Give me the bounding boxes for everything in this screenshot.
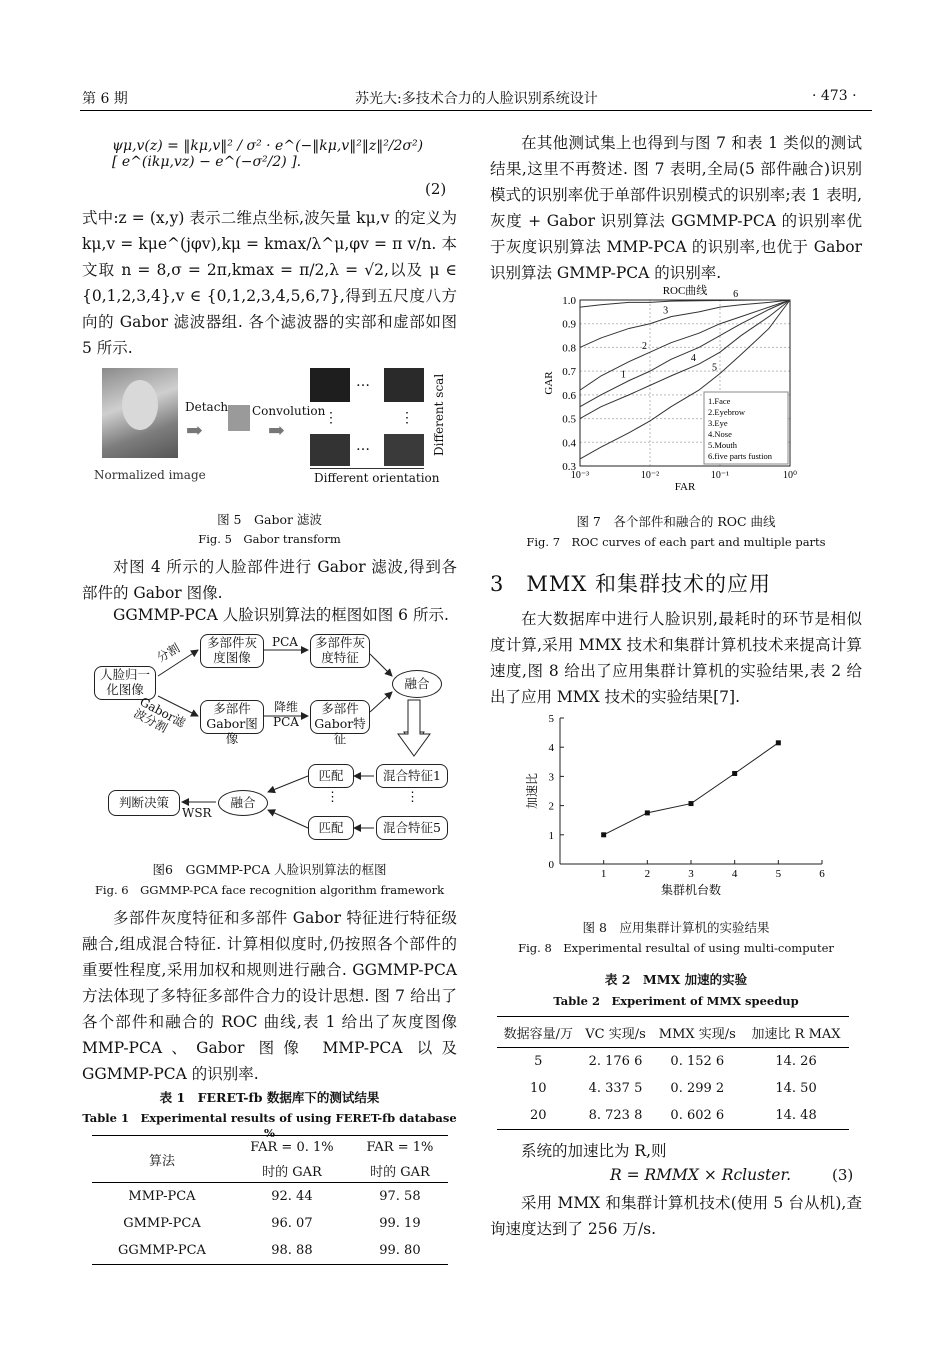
table-1 [92,1135,448,1265]
vertical-ellipsis-icon: ⋮ [326,790,339,805]
table-1-caption-cn: 表 1 FERET-fb 数据库下的测试结果 [159,1090,380,1105]
scale-label: Different scal [432,373,446,456]
fusion-node: 融合 [392,670,442,698]
table-cell: 14. 26 [775,1054,817,1069]
vertical-ellipsis-icon: ⋮ [400,410,414,426]
face-part-image [228,405,250,431]
orientation-label: Different orientation [314,471,440,485]
figure-7-caption-cn: 图 7 各个部件和融合的 ROC 曲线 [576,514,776,529]
table-1-header-c1b: 时的 GAR [232,1158,352,1183]
paragraph-query-speed: 采用 MMX 和集群计算机技术(使用 5 台从机),查询速度达到了 256 万/s. [490,1194,862,1238]
table-cell: 4. 337 5 [588,1081,643,1096]
roc-series-label: 1 [620,369,626,381]
wsr-label: WSR [182,806,212,820]
gray-image-box: 多部件灰度图像 [200,634,264,668]
formula-3-number: (3) [832,1166,854,1184]
roc-ytick-label: 0.6 [562,389,576,402]
table-cell: GGMMP-PCA [118,1243,206,1258]
table-row [497,1102,849,1130]
roc-chart-svg [540,282,830,494]
mixed-feature-5-box: 混合特征5 [376,816,448,840]
roc-ylabel: GAR [543,371,555,395]
table-cell: 2. 176 6 [588,1054,643,1069]
gabor-response-image [310,434,350,466]
roc-ytick-label: 0.4 [562,437,576,450]
figure-5-caption-cn: 图 5 Gabor 滤波 [217,512,322,527]
roc-ytick-label: 0.3 [562,461,576,473]
normalized-face-image [102,368,178,458]
roc-title: ROC曲线 [662,285,708,297]
speedup-point [601,832,606,837]
speedup-point [776,740,781,745]
mixed-feature-1-box: 混合特征1 [376,764,448,788]
figure-8-speedup-chart [524,712,834,908]
table-cell: 10 [529,1081,547,1096]
paragraph-speedup-definition: 系统的加速比为 R,则 [521,1142,667,1160]
table-cell: 0. 299 2 [670,1081,725,1096]
header-rule [80,110,872,111]
table-cell: 14. 48 [775,1108,817,1123]
figure-5-caption-en: Fig. 5 Gabor transform [198,532,341,546]
table-row [92,1237,448,1265]
table-cell: 97. 58 [379,1189,421,1204]
speedup-ytick-label: 3 [548,771,554,784]
roc-ytick-label: 0.5 [562,413,576,426]
table-cell: 5 [534,1054,543,1069]
vertical-ellipsis-icon: ⋮ [324,410,338,426]
table-cell: 99. 80 [379,1243,421,1258]
figure-8-caption-en: Fig. 8 Experimental resultal of using multi-computer [518,941,834,955]
formula-2-number: (2) [425,180,447,198]
speedup-xlabel: 集群机台数 [660,883,722,897]
speedup-xtick-label: 2 [644,868,651,880]
pca-label: PCA [272,635,298,649]
table-1-header-c1a: FAR = 0. 1% [250,1139,334,1155]
roc-series-label: 5 [712,362,717,374]
figure-8-caption-cn: 图 8 应用集群计算机的实验结果 [582,920,770,935]
section-3-heading: 3 MMX 和集群技术的应用 [490,572,771,596]
page-number: · 473 · [812,88,857,104]
table-2-header: MMX 实现/s [658,1026,736,1042]
table-cell: 98. 88 [271,1243,313,1258]
roc-series-label: 6 [733,289,739,301]
table-cell: MMP-PCA [128,1189,196,1204]
table-cell: 96. 07 [271,1216,313,1231]
table-2-header: 数据容量/万 [503,1026,573,1042]
roc-series-label: 4 [690,353,696,365]
gray-feature-box: 多部件灰度特征 [310,634,370,668]
paragraph-mmx-cluster: 在大数据库中进行人脸识别,最耗时的环节是相似度计算,采用 MMX 技术和集群计算机技术来提高计算速度,图 8 给出了应用集群计算机的实验结果,表 2 给出了应用 MMX 技术的实验结果[7]. [490,610,862,706]
match-box-5: 匹配 [308,816,354,840]
roc-legend-entry: 4.Nose [708,429,732,439]
table-2 [497,1016,849,1130]
normalized-image-label: Normalized image [94,468,206,482]
arrow-right-icon: ➡ [186,418,203,442]
table-cell: 0. 602 6 [670,1108,725,1123]
figure-7-caption-en: Fig. 7 ROC curves of each part and multiple parts [526,535,826,549]
roc-legend-entry: 3.Eye [708,418,728,428]
reduce-pca-label: 降维PCA [273,700,299,729]
table-cell: 0. 152 6 [670,1054,725,1069]
roc-ytick-label: 1.0 [562,295,576,307]
table-row [497,1048,849,1076]
table-1-header-c2a: FAR = 1% [366,1139,434,1155]
roc-series-label: 2 [642,341,647,353]
roc-series-line [580,300,790,390]
table-cell: 20 [529,1108,547,1123]
paragraph-gabor-parts: 对图 4 所示的人脸部件进行 Gabor 滤波,得到各部件的 Gabor 图像. [82,558,457,602]
table-1-header-c2b: 时的 GAR [352,1158,448,1183]
paragraph-feature-fusion: 多部件灰度特征和多部件 Gabor 特征进行特征级融合,组成混合特征. 计算相似度时,仍按照各个部件的重要性程度,采用加权和规则进行融合. GGMMP-PCA 方法体现了多特征多部件合力的设计思想. 图 7 给出了各个部件和融合的 ROC 曲线,表 1 给出了灰度图像 MMP-PCA、Gabor 图像 MMP-PCA 以及 GGMMP-PCA 的识别率. [82,909,457,1083]
roc-ytick-label: 0.7 [562,366,576,379]
running-title: 苏光大:多技术合力的人脸识别系统设计 [355,91,598,107]
figure-7-roc-chart [540,282,830,494]
paragraph-results-discussion: 在其他测试集上也得到与图 7 和表 1 类似的测试结果,这里不再赘述. 图 7 表明,全局(5 部件融合)识别模式的识别率优于单部件识别模式的识别率;表 1 表明,灰度 + Gabor 识别算法 GGMMP-PCA 的识别率优于灰度识别算法 MMP-PCA 的识别率,也优于 Gabor 识别算法 GMMP-PCA 的识别率. [490,134,862,282]
paragraph-gabor-definition: 式中:z = (x,y) 表示二维点坐标,波矢量 kμ,v 的定义为 kμ,v = kμe^(jφv),kμ = kmax/λ^μ,φv = π v/n. 本文取 n = 8,σ = 2π,kmax = π/2,λ = √2,以及 μ ∈ {0,1,2,3,4},v ∈ {0,1,2,3,4,5,6,7},得到五尺度八方向的 Gabor 滤波器组. 各个滤波器的实部和虚部如图 5 所示. [82,209,457,357]
speedup-xtick-label: 5 [775,868,782,880]
roc-xtick-label: 10⁰ [782,470,798,481]
table-row [92,1210,448,1237]
speedup-ylabel: 加速比 [525,772,539,810]
roc-xlabel: FAR [674,481,696,493]
table-cell: 92. 44 [271,1189,313,1204]
speedup-xtick-label: 4 [731,868,738,880]
roc-legend-entry: 6.five parts fustion [708,451,772,461]
speedup-xtick-label: 3 [688,868,694,880]
table-2-header: VC 实现/s [585,1026,646,1042]
vertical-ellipsis-icon: ⋮ [406,790,419,805]
speedup-ytick-label: 2 [548,800,554,813]
ellipsis-icon: … [356,438,370,454]
speedup-xtick-label: 6 [819,868,825,880]
speedup-line [604,743,779,835]
speedup-point [732,771,737,776]
gabor-response-image [310,368,350,402]
issue-number: 第 6 期 [82,91,128,107]
decision-box: 判断决策 [108,790,180,816]
speedup-ytick-label: 1 [548,829,554,842]
table-row [497,1075,849,1102]
table-2-header: 加速比 R MAX [751,1026,841,1042]
roc-series-label: 3 [663,305,669,317]
table-2-caption-cn: 表 2 MMX 加速的实验 [604,972,748,987]
ellipsis-icon: … [356,374,370,390]
speedup-xtick-label: 1 [600,868,607,880]
orientation-arrow [310,468,424,469]
figure-6-diagram [86,630,458,855]
formula-2: ψμ,v(z) = ‖kμ,v‖² / σ² · e^(−‖kμ,v‖²‖z‖²/2σ²) [ e^(ikμ,vz) − e^(−σ²/2) ]. [112,138,424,170]
roc-legend-entry: 1.Face [708,396,731,406]
figure-6-caption-cn: 图6 GGMMP-PCA 人脸识别算法的框图 [152,862,387,877]
figure-5 [88,368,458,488]
roc-legend-entry: 5.Mouth [708,440,738,450]
figure-6-caption-en: Fig. 6 GGMMP-PCA face recognition algorithm framework [94,883,445,897]
roc-xtick-label: 10⁻¹ [710,470,730,481]
speedup-point [689,801,694,806]
table-1-header-alg: 算法 [92,1136,232,1183]
convolution-label: Convolution [252,404,326,418]
split-label: 分割 [154,640,183,665]
speedup-point [645,810,650,815]
arrow-right-icon: ➡ [268,418,285,442]
table-row [92,1183,448,1211]
match-box-1: 匹配 [308,764,354,788]
face-normalized-box: 人脸归一化图像 [94,666,156,700]
speedup-ytick-label: 5 [548,713,554,725]
roc-ytick-label: 0.8 [562,342,576,355]
gabor-feature-box: 多部件Gabor特征 [310,700,370,734]
formula-3: R = RMMX × Rcluster. [610,1166,792,1184]
paragraph-framework-intro: GGMMP-PCA 人脸识别算法的框图如图 6 所示. [113,606,449,624]
speedup-ytick-label: 0 [548,859,554,871]
table-cell: GMMP-PCA [123,1216,201,1231]
table-cell: 8. 723 8 [588,1108,643,1123]
speedup-ytick-label: 4 [548,742,554,755]
detach-label: Detach [185,400,229,414]
roc-legend-entry: 2.Eyebrow [708,407,746,417]
fusion-node-2: 融合 [218,790,268,816]
table-cell: 14. 50 [775,1081,817,1096]
table-cell: 99. 19 [379,1216,421,1231]
gabor-image-box: 多部件Gabor图像 [200,700,264,734]
roc-ytick-label: 0.9 [562,318,576,331]
gabor-response-image [384,368,424,402]
table-1-caption-en: Table 1 Experimental results of using FERET-fb database % [82,1111,457,1140]
gabor-split-label: Gabor滤波分割 [131,694,188,736]
speedup-chart-svg [524,712,834,908]
roc-series-line [580,300,790,407]
gabor-response-image [384,434,424,466]
roc-xtick-label: 10⁻² [640,470,660,481]
roc-xtick-label: 10⁻³ [570,470,590,481]
table-2-caption-en: Table 2 Experiment of MMX speedup [553,994,799,1008]
